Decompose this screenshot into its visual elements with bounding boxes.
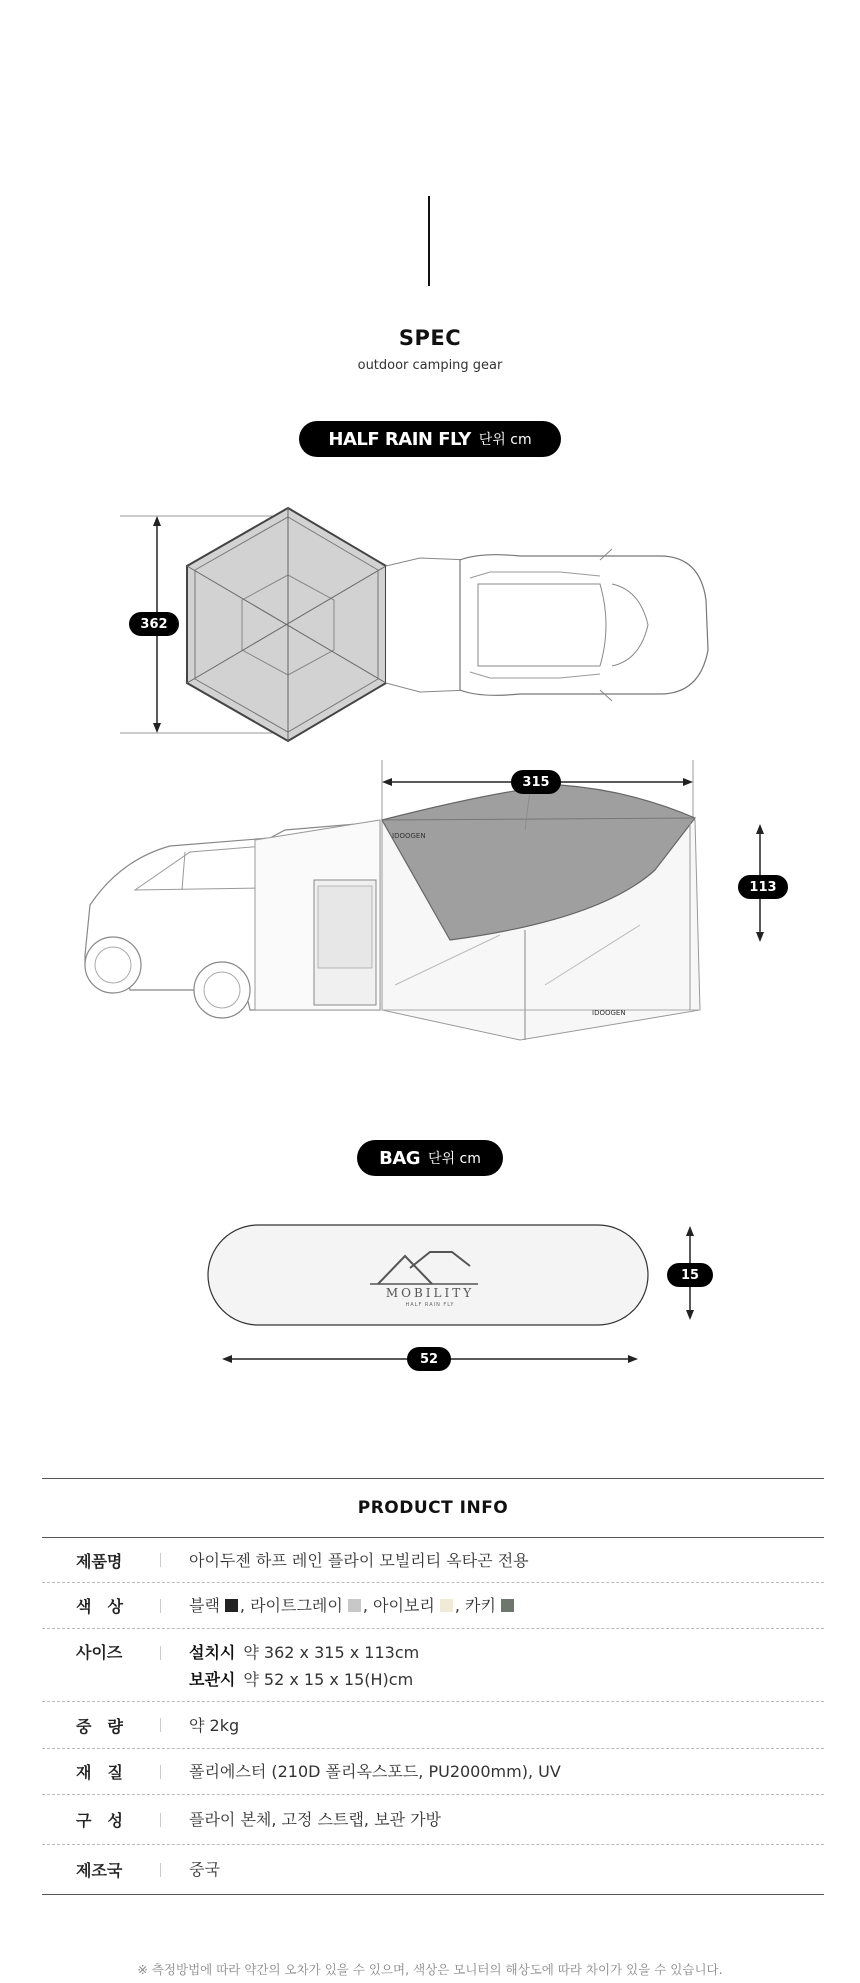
- color-name: 라이트그레이: [250, 1596, 343, 1615]
- row-key: 사이즈: [76, 1643, 123, 1662]
- color-name: 아이보리: [373, 1596, 435, 1615]
- half-rain-fly-name: HALF RAIN FLY: [328, 428, 471, 450]
- footnote: ※ 측정방법에 따라 약간의 오차가 있을 수 있으며, 색상은 모니터의 해상도에 따라 차이가 있을 수 있습니다.: [137, 1962, 723, 1977]
- size-value-stored: 약 52 x 15 x 15(H)cm: [243, 1670, 414, 1689]
- row-separator: [160, 1646, 161, 1660]
- color-swatch-khaki: [501, 1599, 514, 1612]
- bag-length-label: 52: [407, 1347, 451, 1371]
- row-origin: [42, 1845, 824, 1895]
- bag-logo-text: MOBILITY: [385, 1286, 475, 1300]
- length-dimension-label: 315: [511, 770, 561, 794]
- row-key: 구 성: [76, 1811, 123, 1830]
- row-material: [42, 1749, 824, 1795]
- size-label-stored: 보관시: [189, 1670, 236, 1689]
- row-separator: [160, 1718, 161, 1732]
- height-dimension-label: 113: [738, 875, 788, 899]
- width-dimension-label: 362: [129, 612, 179, 636]
- row-key: 제품명: [76, 1551, 123, 1571]
- svg-text:IDOOGEN: IDOOGEN: [392, 832, 426, 840]
- product-info-table: [42, 1478, 824, 1895]
- spec-title: SPEC: [398, 326, 462, 350]
- row-key: 색 상: [76, 1597, 123, 1616]
- color-name: 카키: [465, 1596, 496, 1615]
- row-value: [189, 1639, 419, 1693]
- row-colors: [42, 1583, 824, 1629]
- row-key: 중 량: [76, 1716, 123, 1736]
- product-info-title: PRODUCT INFO: [42, 1479, 824, 1538]
- bag-height-label: 15: [667, 1263, 713, 1287]
- row-key: 재 질: [76, 1763, 123, 1782]
- row-value: 아이두젠 하프 레인 플라이 모빌리티 옥타곤 전용: [189, 1550, 529, 1570]
- color-swatch-ivory: [440, 1599, 453, 1612]
- row-product-name: [42, 1538, 824, 1583]
- bag-name: BAG: [379, 1147, 421, 1169]
- bag-logo-subtext: HALF RAIN FLY: [405, 1302, 455, 1308]
- row-value: 플라이 본체, 고정 스트랩, 보관 가방: [189, 1810, 441, 1829]
- size-label-installed: 설치시: [189, 1643, 236, 1662]
- row-size: [42, 1629, 824, 1702]
- bag-unit: 단위 cm: [428, 1151, 481, 1167]
- row-components: [42, 1795, 824, 1845]
- row-value: 중국: [189, 1860, 220, 1879]
- row-separator: [160, 1553, 161, 1567]
- color-swatch-lightgray: [348, 1599, 361, 1612]
- row-separator: [160, 1863, 161, 1877]
- half-rain-fly-unit: 단위 cm: [478, 432, 532, 448]
- row-value: 폴리에스터 (210D 폴리옥스포드, PU2000mm), UV: [189, 1762, 561, 1781]
- row-weight: [42, 1702, 824, 1749]
- row-value: 약 2kg: [189, 1715, 240, 1735]
- color-swatch-black: [225, 1599, 238, 1612]
- row-key: 제조국: [76, 1861, 123, 1880]
- svg-text:IDOOGEN: IDOOGEN: [592, 1009, 626, 1017]
- size-value-installed: 약 362 x 315 x 113cm: [243, 1643, 420, 1662]
- row-separator: [160, 1599, 161, 1613]
- spec-subtitle: outdoor camping gear: [357, 358, 503, 373]
- color-name: 블랙: [189, 1596, 220, 1615]
- row-value: 블랙 , 라이트그레이 , 아이보리 , 카키: [189, 1592, 516, 1619]
- row-separator: [160, 1765, 161, 1779]
- row-separator: [160, 1813, 161, 1827]
